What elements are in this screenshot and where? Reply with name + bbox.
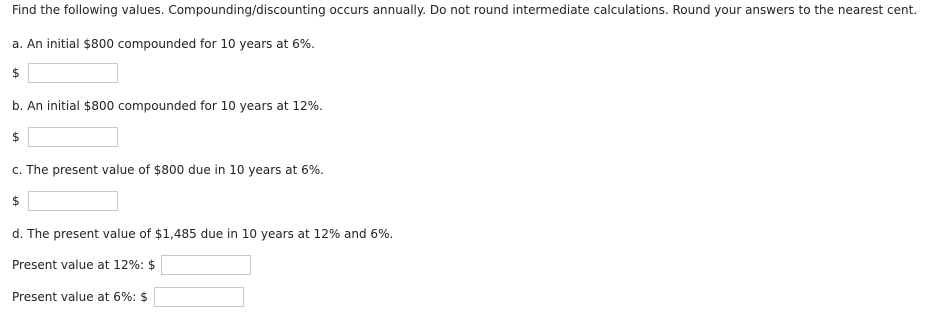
question-d-pv12-label: Present value at 12%: $ — [12, 258, 156, 272]
instructions-text: Find the following values. Compounding/discounting occurs annually. Do not round intermediate calculations. Round your answers to the nearest cent. — [12, 3, 918, 17]
question-d-pv12-row — [12, 255, 251, 275]
question-b-text: b. An initial $800 compounded for 10 years at 12%. — [12, 99, 323, 113]
question-d-pv6-label: Present value at 6%: $ — [12, 290, 148, 304]
question-b-currency-symbol: $ — [12, 130, 20, 144]
question-d-pv12-input[interactable] — [161, 255, 251, 275]
question-c-answer-input[interactable] — [28, 191, 118, 211]
question-b-answer-row — [12, 127, 118, 147]
question-b-answer-input[interactable] — [28, 127, 118, 147]
question-d-pv6-input[interactable] — [154, 287, 244, 307]
question-a-answer-row — [12, 63, 118, 83]
question-a-text: a. An initial $800 compounded for 10 years at 6%. — [12, 37, 315, 51]
question-c-answer-row — [12, 191, 118, 211]
question-c-text: c. The present value of $800 due in 10 years at 6%. — [12, 163, 324, 177]
question-a-currency-symbol: $ — [12, 66, 20, 80]
question-a-answer-input[interactable] — [28, 63, 118, 83]
question-c-currency-symbol: $ — [12, 194, 20, 208]
question-d-text: d. The present value of $1,485 due in 10 years at 12% and 6%. — [12, 227, 394, 241]
question-d-pv6-row — [12, 287, 244, 307]
